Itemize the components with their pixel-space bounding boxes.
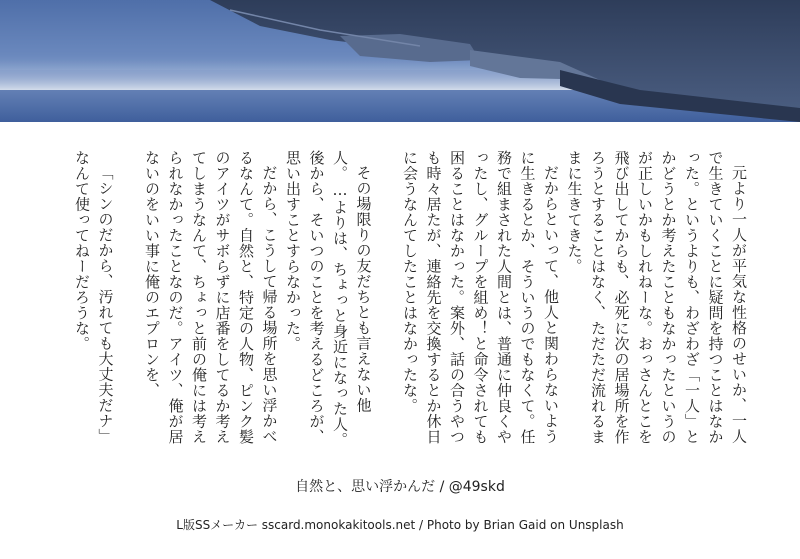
header-photo [0, 0, 800, 122]
story-paragraph-2: だからといって、他人と関わらないように生きるとか、そういうのでもなくて。任務で組まされた人間とは、普通に仲良くやったし、グループを組め！と命令されても困ることはなかった。案外、話の合うやつも時々居たが、連絡先を交換するとか休日に会うなんてしたことはなかったな。 [401, 150, 560, 445]
story-text [60, 150, 750, 455]
airplane-wing-image [0, 0, 800, 122]
story-paragraph-4: だから、こうして帰る場所を思い浮かべるなんて。自然と、特定の人物、ピンク髪のアイツがサボらずに店番をしてるか考えてしまうなんて、ちょっと前の俺には考えられなかったことなのだ。アイツ、俺が居ないのをいい事に俺のエプロンを、 [143, 150, 279, 445]
story-paragraph-3: その場限りの友だちとも言えない他人。…よりは、ちょっと身近になった人。後から、そいつのことを考えるどころが、思い出すことすらなかった。 [284, 150, 373, 448]
story-paragraph-5: 「シンのだから、汚れても大丈夫だナ」なんて使ってねーだろうな。 [73, 150, 115, 444]
story-paragraph-1: 元より一人が平気な性格のせいか、一人で生きていくことに疑問を持つことはなかった。というよりも、わざわざ「一人」とかどうとか考えたこともなかったというのが正しいかもしれねーな。おっさんとこを飛び出してからも、必死に次の居場所を作ろうとすることはなく、ただただ流れるままに生きてきた。 [565, 150, 748, 445]
credit-footer: L版SSメーカー sscard.monokakitools.net / Photo by Brian Gaid on Unsplash [176, 518, 624, 532]
title-caption: 自然と、思い浮かんだ / @49skd [295, 479, 505, 495]
